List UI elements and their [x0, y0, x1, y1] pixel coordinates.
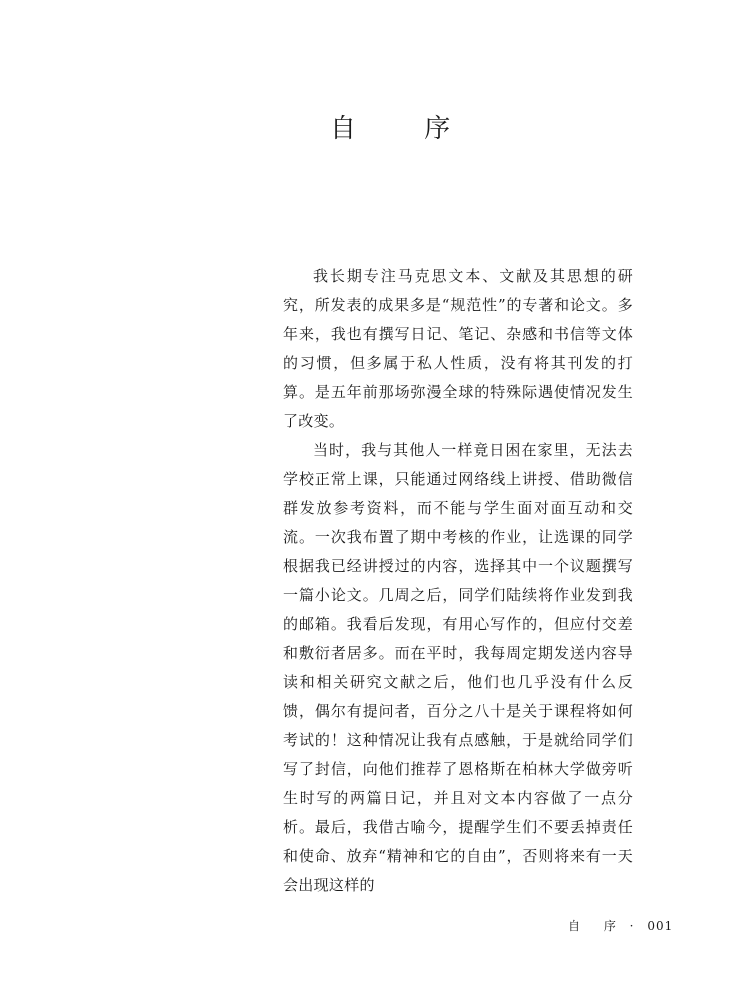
- page-title: 自 序: [330, 114, 481, 144]
- footer-separator: ·: [629, 919, 634, 933]
- running-footer-section: 自 序: [568, 919, 626, 933]
- body-text: [283, 262, 633, 900]
- paragraph-2: 当时，我与其他人一样竟日困在家里，无法去学校正常上课，只能通过网络线上讲授、借助微信群发放参考资料，而不能与学生面对面互动和交流。一次我布置了期中考核的作业，让选课的同学根据我已经讲授过的内容，选择其中一个议题撰写一篇小论文。几周之后，同学们陆续将作业发到我的邮箱。我看后发现，有用心写作的，但应付交差和敷衍者居多。而在平时，我每周定期发送内容导读和相关研究文献之后，他们也几乎没有什么反馈，偶尔有提问者，百分之八十是关于课程将如何考试的！这种情况让我有点感触，于是就给同学们写了封信，向他们推荐了恩格斯在柏林大学做旁听生时写的两篇日记，并且对文本内容做了一点分析。最后，我借古喻今，提醒学生们不要丢掉责任和使命、放弃“精神和它的自由”，否则将来有一天会出现这样的: [283, 441, 633, 894]
- page-number: 001: [647, 919, 674, 933]
- paragraph-1: 我长期专注马克思文本、文献及其思想的研究，所发表的成果多是“规范性”的专著和论文。多年来，我也有撰写日记、笔记、杂感和书信等文体的习惯，但多属于私人性质，没有将其刊发的打算。是五年前那场弥漫全球的特殊际遇使情况发生了改变。: [283, 267, 633, 430]
- page-footer: [568, 916, 673, 936]
